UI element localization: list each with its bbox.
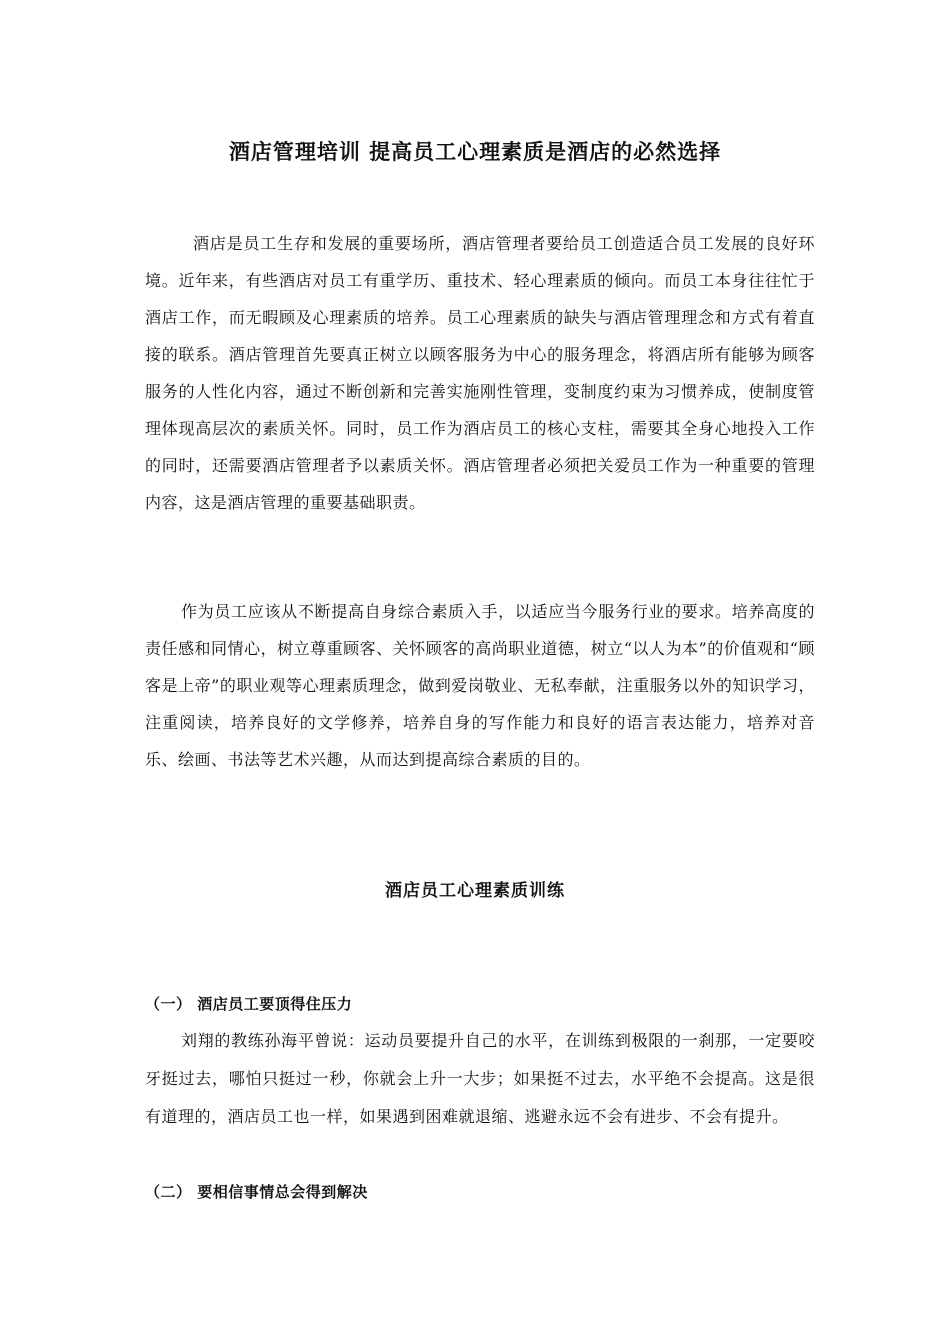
section-heading-1: （一） 酒店员工要顶得住压力 — [145, 995, 353, 1013]
document-title: 酒店管理培训 提高员工心理素质是酒店的必然选择 — [228, 139, 722, 164]
section-title: 酒店员工心理素质训练 — [385, 881, 565, 901]
section-heading-2: （二） 要相信事情总会得到解决 — [145, 1183, 368, 1201]
intro-paragraph: 酒店是员工生存和发展的重要场所，酒店管理者要给员工创造适合员工发展的良好环境。近年来，有些酒店对员工有重学历、重技术、轻心理素质的倾向。而员工本身往往忙于酒店工作，而无暇顾及心理素质的培养。员工心理素质的缺失与酒店管理理念和方式有着直接的联系。酒店管理首先要真正树立以顾客服务为中心的服务理念，将酒店所有能够为顾客服务的人性化内容，通过不断创新和完善实施刚性管理，变制度约束为习惯养成，使制度管理体现高层次的素质关怀。同时，员工作为酒店员工的核心支柱，需要其全身心地投入工作的同时，还需要酒店管理者予以素质关怀。酒店管理者必须把关爱员工作为一种重要的管理内容，这是酒店管理的重要基础职责。 — [145, 234, 815, 512]
employee-quality-paragraph: 作为员工应该从不断提高自身综合素质入手，以适应当今服务行业的要求。培养高度的责任感和同情心，树立尊重顾客、关怀顾客的高尚职业道德，树立“以人为本”的价值观和“顾客是上帝”的职业观等心理素质理念，做到爱岗敬业、无私奉献，注重服务以外的知识学习，注重阅读，培养良好的文学修养，培养自身的写作能力和良好的语言表达能力，培养对音乐、绘画、书法等艺术兴趣，从而达到提高综合素质的目的。 — [145, 602, 815, 769]
pressure-paragraph: 刘翔的教练孙海平曾说：运动员要提升自己的水平，在训练到极限的一刹那，一定要咬牙挺过去，哪怕只挺过一秒，你就会上升一大步；如果挺不过去，水平绝不会提高。这是很有道理的，酒店员工也一样，如果遇到困难就退缩、逃避永远不会有进步、不会有提升。 — [145, 1031, 815, 1126]
